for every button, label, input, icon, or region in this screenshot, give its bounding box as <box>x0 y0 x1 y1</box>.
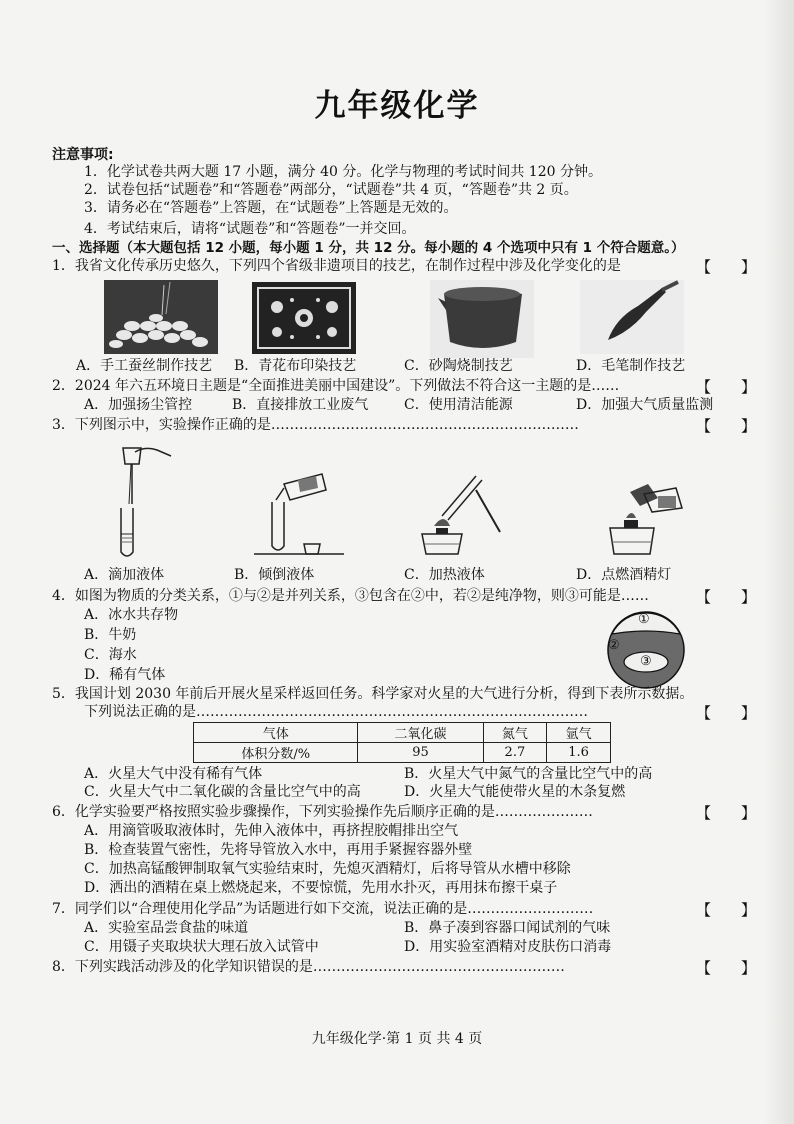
answer-bracket[interactable]: 【 】 <box>696 901 757 919</box>
q5-option-a[interactable]: A．火星大气中没有稀有气体 <box>84 766 263 782</box>
notice-item: 3．请务必在“答题卷”上答题，在“试题卷”上答题是无效的。 <box>84 200 458 216</box>
q2-option-d[interactable]: D．加强大气质量监测 <box>576 397 714 413</box>
scan-edge-shadow <box>764 0 794 1124</box>
question-2-stem: 2．2024 年六五环境日主题是“全面推进美丽中国建设”。下列做法不符合这一主题的是…… <box>52 378 620 394</box>
answer-bracket[interactable]: 【 】 <box>696 704 757 722</box>
page-title: 九年级化学 <box>314 88 480 124</box>
q6-option-b[interactable]: B．检查装置气密性，先将导管放入水中，再用手紧握容器外壁 <box>84 842 473 858</box>
q6-option-a[interactable]: A．用滴管吸取液体时，先伸入液体中，再挤捏胶帽排出空气 <box>84 823 459 839</box>
q3-option-d[interactable]: D．点燃酒精灯 <box>576 567 672 583</box>
notice-item: 4．考试结束后，请将“试题卷”和“答题卷”一并交回。 <box>84 221 416 237</box>
diagram-label-2: ② <box>608 638 620 653</box>
q4-option-d[interactable]: D．稀有气体 <box>84 667 166 683</box>
answer-bracket[interactable]: 【 】 <box>696 417 757 435</box>
light-alcohol-lamp-image <box>600 478 690 562</box>
q7-option-c[interactable]: C．用镊子夹取块状大理石放入试管中 <box>84 939 319 955</box>
notice-item: 1．化学试卷共两大题 17 小题，满分 40 分。化学与物理的考试时间共 120 分钟。 <box>84 164 602 180</box>
question-6-stem: 6．化学实验要严格按照实验步骤操作，下列实验操作先后顺序正确的是………………… <box>52 804 593 820</box>
q5-option-b[interactable]: B．火星大气中氮气的含量比空气中的高 <box>404 766 653 782</box>
q2-option-c[interactable]: C．使用清洁能源 <box>404 397 513 413</box>
q6-option-c[interactable]: C．加热高锰酸钾制取氧气实验结束时，先熄灭酒精灯，后将导管从水槽中移除 <box>84 861 571 877</box>
q3-option-a[interactable]: A．滴加液体 <box>84 567 165 583</box>
clay-pot-image <box>430 280 534 358</box>
pour-liquid-image <box>254 470 344 560</box>
page-footer: 九年级化学·第 1 页 共 4 页 <box>311 1031 483 1047</box>
notice-item: 2．试卷包括“试题卷”和“答题卷”两部分，“试题卷”共 4 页，“答题卷”共 2 页。 <box>84 182 578 198</box>
table-cell: 2.7 <box>483 743 547 763</box>
q1-option-b[interactable]: B．青花布印染技艺 <box>234 358 357 374</box>
table-cell: 氩气 <box>547 723 611 743</box>
q2-option-b[interactable]: B．直接排放工业废气 <box>232 397 369 413</box>
notice-heading: 注意事项: <box>52 147 114 163</box>
dropper-test-tube-image <box>105 442 175 562</box>
q3-option-b[interactable]: B．倾倒液体 <box>234 567 315 583</box>
q4-option-a[interactable]: A．冰水共存物 <box>84 607 179 623</box>
heat-liquid-image <box>414 472 504 562</box>
question-8-stem: 8．下列实践活动涉及的化学知识错误的是……………………………………………… <box>52 959 565 975</box>
classification-diagram <box>604 610 688 690</box>
q4-option-c[interactable]: C．海水 <box>84 647 137 663</box>
q6-option-d[interactable]: D．洒出的酒精在桌上燃烧起来，不要惊慌，先用水扑灭，再用抹布擦干桌子 <box>84 880 558 896</box>
answer-bracket[interactable]: 【 】 <box>696 378 757 396</box>
table-cell: 氮气 <box>483 723 547 743</box>
diagram-label-3: ③ <box>640 654 652 669</box>
question-5-stem: 5．我国计划 2030 年前后开展火星采样返回任务。科学家对火星的大气进行分析，得到下表所示数据。 <box>52 686 694 702</box>
q5-option-d[interactable]: D．火星大气能使带火星的木条复燃 <box>404 784 626 800</box>
question-3-stem: 3．下列图示中，实验操作正确的是………………………………………………………… <box>52 417 579 433</box>
table-cell: 体积分数/% <box>194 743 358 763</box>
mars-atmosphere-table <box>193 722 611 763</box>
blue-print-cloth-image <box>252 282 356 354</box>
table-header-row <box>194 723 611 743</box>
q5-option-c[interactable]: C．火星大气中二氧化碳的含量比空气中的高 <box>84 784 361 800</box>
q1-option-c[interactable]: C．砂陶烧制技艺 <box>404 358 513 374</box>
table-row <box>194 743 611 763</box>
writing-brush-image <box>580 280 684 354</box>
q7-option-d[interactable]: D．用实验室酒精对皮肤伤口消毒 <box>404 939 612 955</box>
q7-option-a[interactable]: A．实验室品尝食盐的味道 <box>84 920 249 936</box>
table-cell: 气体 <box>194 723 358 743</box>
table-cell: 95 <box>358 743 483 763</box>
answer-bracket[interactable]: 【 】 <box>696 258 757 276</box>
silk-cocoon-image <box>104 280 218 354</box>
question-5-stem-continued: 下列说法正确的是………………………………………………………………………… <box>84 704 588 720</box>
q7-option-b[interactable]: B．鼻子凑到容器口闻试剂的气味 <box>404 920 611 936</box>
answer-bracket[interactable]: 【 】 <box>696 804 757 822</box>
answer-bracket[interactable]: 【 】 <box>696 959 757 977</box>
question-4-stem: 4．如图为物质的分类关系，①与②是并列关系，③包含在②中，若②是纯净物，则③可能是…… <box>52 588 649 604</box>
q1-option-a[interactable]: A．手工蚕丝制作技艺 <box>76 358 213 374</box>
q1-option-d[interactable]: D．毛笔制作技艺 <box>576 358 686 374</box>
q2-option-a[interactable]: A．加强扬尘管控 <box>84 397 193 413</box>
q4-option-b[interactable]: B．牛奶 <box>84 627 137 643</box>
table-cell: 1.6 <box>547 743 611 763</box>
section-heading: 一、选择题（本大题包括 12 小题，每小题 1 分，共 12 分。每小题的 4 个选项中只有 1 个符合题意。） <box>52 240 685 256</box>
answer-bracket[interactable]: 【 】 <box>696 588 757 606</box>
table-cell: 二氧化碳 <box>358 723 483 743</box>
q3-option-c[interactable]: C．加热液体 <box>404 567 485 583</box>
diagram-label-1: ① <box>638 612 650 627</box>
question-7-stem: 7．同学们以“合理使用化学品”为话题进行如下交流，说法正确的是……………………… <box>52 901 594 917</box>
question-1-stem: 1．我省文化传承历史悠久，下列四个省级非遗项目的技艺，在制作过程中涉及化学变化的是 <box>52 258 621 274</box>
